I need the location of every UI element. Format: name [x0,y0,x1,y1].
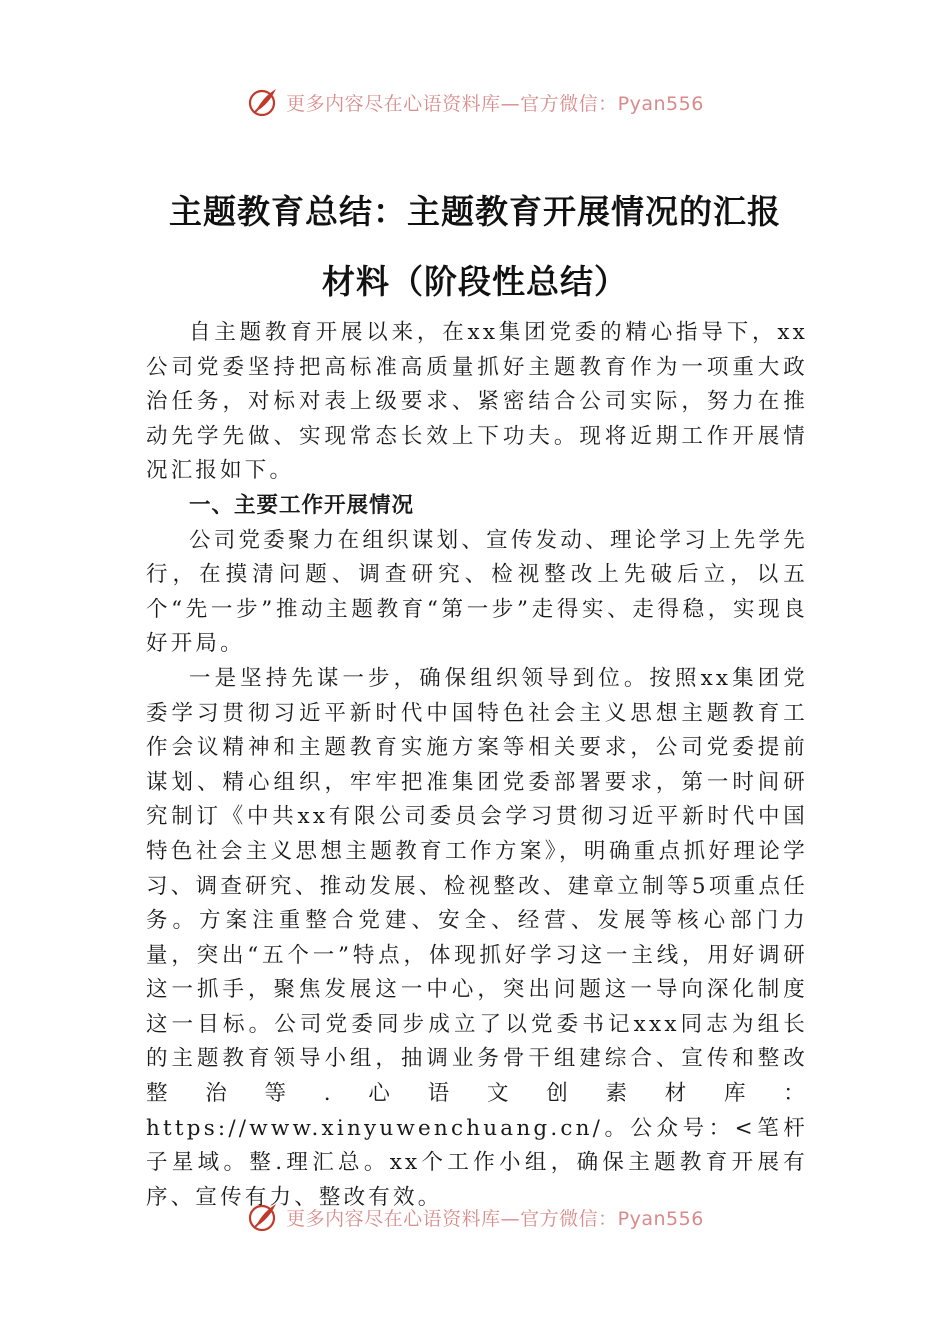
body-paragraph: 公司党委聚力在组织谋划、宣传发动、理论学习上先学先行，在摸清问题、调查研究、检视整改上先破后立，以五个“先一步”推动主题教育“第一步”走得实、走得稳，实现良好开局。 [146,527,808,657]
watermark-banner-top [0,82,950,122]
watermark-text: 更多内容尽在心语资料库—官方微信：Pyan556 [286,1207,704,1230]
section-heading: 一、主要工作开展情况 [189,492,415,518]
intro-paragraph: 自主题教育开展以来，在xx集团党委的精心指导下，xx公司党委坚持把高标准高质量抓好主题教育作为一项重大政治任务，对标对表上级要求、紧密结合公司实际，努力在推动先学先做、实现常态长效上下功夫。现将近期工作开展情况汇报如下。 [146,320,808,484]
quill-logo-icon [246,1202,280,1234]
watermark-banner-bottom [0,1202,950,1238]
document-title-line-2: 材料（阶段性总结） [322,262,628,301]
watermark-text: 更多内容尽在心语资料库—官方微信：Pyan556 [286,92,704,115]
document-title-line-1: 主题教育总结：主题教育开展情况的汇报 [169,192,781,231]
quill-logo-icon [246,85,280,119]
body-paragraph: 一是坚持先谋一步，确保组织领导到位。按照xx集团党委学习贯彻习近平新时代中国特色社会主义思想主题教育工作会议精神和主题教育实施方案等相关要求，公司党委提前谋划、精心组织，牢牢把准集团党委部署要求，第一时间研究制订《中共xx有限公司委员会学习贯彻习近平新时代中国特色社会主义思想主题教育工作方案》，明确重点抓好理论学习、调查研究、推动发展、检视整改、建章立制等5项重点任务。方案注重整合党建、安全、经营、发展等核心部门力量，突出“五个一”特点，体现抓好学习这一主线，用好调研这一抓手，聚焦发展这一中心，突出问题这一导向深化制度这一目标。公司党委同步成立了以党委书记xxx同志为组长的主题教育领导小组，抽调业务骨干组建综合、宣传和整改整治等.心语文创素材库：https://www.xinyuwenchuang.cn/。公众号：<笔杆子星域。整.理汇总。xx个工作小组，确保主题教育开展有序、宣传有力、整改有效。 [146,665,808,1210]
document-body [146,316,808,1215]
